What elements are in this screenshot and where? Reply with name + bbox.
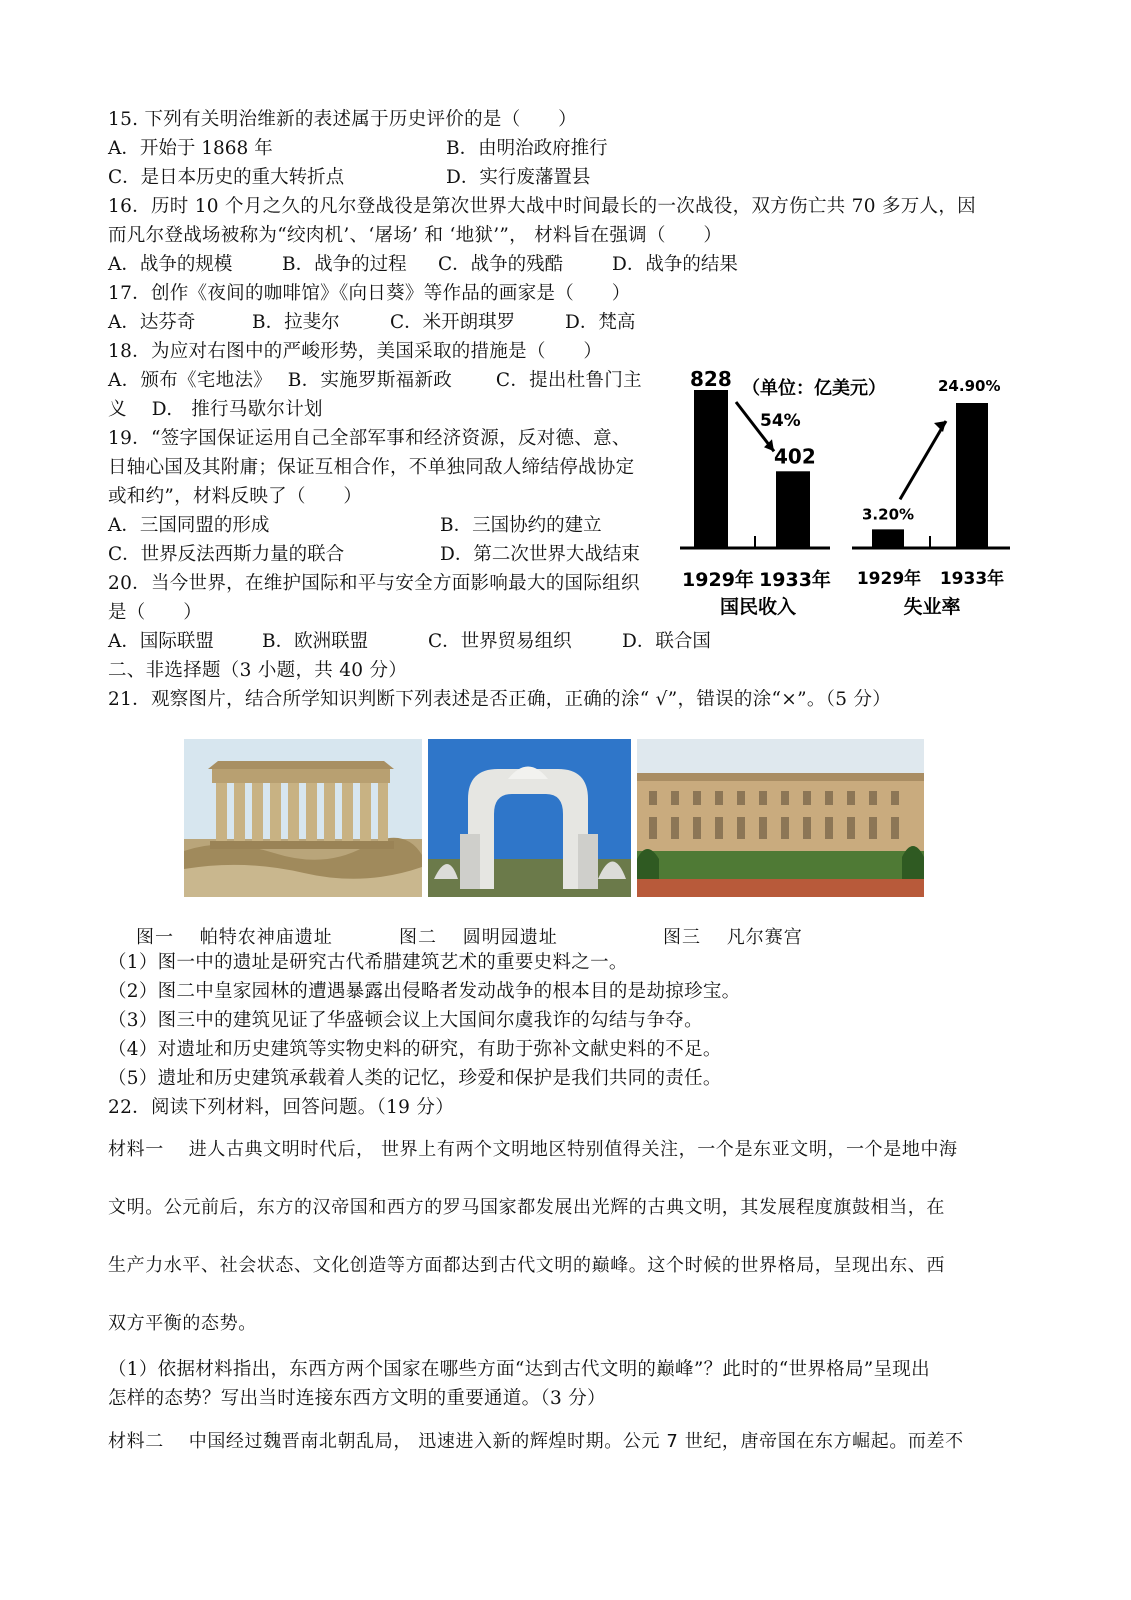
- q17-option-b: B．拉斐尔: [252, 312, 340, 333]
- q16-option-d: D．战争的结果: [612, 254, 738, 275]
- q18-stem: 18．为应对右图中的严峻形势，美国采取的措施是（ ）: [108, 341, 603, 362]
- q21-stem: 21．观察图片，结合所学知识判断下列表述是否正确，正确的涂“ √”，错误的涂“×”。（5 分）: [108, 689, 892, 710]
- q21-statement-1: （1）图一中的遗址是研究古代希腊建筑艺术的重要史料之一。: [108, 952, 628, 973]
- q20-option-b: B．欧洲联盟: [262, 631, 369, 652]
- chart-unit-label: （单位：亿美元）: [742, 378, 886, 399]
- q19-stem-line2: 日轴心国及其附庸；保证互相合作，不单独同敌人缔结停战协定: [108, 457, 635, 478]
- q19-stem-line3: 或和约”，材料反映了（ ）: [108, 486, 363, 507]
- parthenon-photo: [184, 739, 422, 897]
- q22-material1-line2: 文明。公元前后，东方的汉帝国和西方的罗马国家都发展出光辉的古典文明，其发展程度旗鼓相当，在: [108, 1197, 945, 1218]
- q20-option-d: D．联合国: [622, 631, 711, 652]
- q16-stem-line2: 而凡尔登战场被称为“绞肉机’、‘屠场’ 和 ‘地狱’”， 材料旨在强调（ ）: [108, 225, 723, 246]
- q16-option-c: C．战争的残酷: [438, 254, 564, 275]
- q22-material1-line4: 双方平衡的态势。: [108, 1313, 257, 1334]
- chart-value-label: 24.90%: [938, 377, 1001, 395]
- chart-panel-label-income: 国民收入: [719, 596, 797, 618]
- chart-trend-arrow: [900, 421, 946, 499]
- chart-value-label: 402: [774, 444, 816, 469]
- q20-stem-line1: 20．当今世界，在维护国际和平与安全方面影响最大的国际组织: [108, 573, 640, 594]
- q22-material1-line1: 材料一 进人古典文明时代后， 世界上有两个文明地区特别值得关注，一个是东亚文明，一个是地中海: [108, 1139, 958, 1160]
- chart-category-label: 1929年: [856, 569, 922, 589]
- chart-panel-label-unemployment: 失业率: [903, 596, 961, 618]
- q21-statement-3: （3）图三中的建筑见证了华盛顿会议上大国间尔虞我诈的勾结与争夺。: [108, 1010, 703, 1031]
- section-heading: 二、非选择题（3 小题，共 40 分）: [108, 660, 408, 681]
- chart-category-label: 1933年: [939, 569, 1005, 589]
- chart-bar: [694, 390, 728, 548]
- q22-sub1-line1: （1）依据材料指出，东西方两个国家在哪些方面“达到古代文明的巅峰”？此时的“世界格局”呈现出: [108, 1359, 930, 1380]
- chart-category-label: 1929年: [682, 569, 754, 591]
- economy-chart: [680, 368, 1035, 648]
- q20-option-c: C．世界贸易组织: [428, 631, 572, 652]
- chart-category-label: 1933年: [759, 569, 831, 591]
- chart-change-label: 54%: [760, 411, 801, 431]
- q15-option-d: D．实行废藩置县: [446, 167, 591, 188]
- q15-option-b: B．由明治政府推行: [446, 138, 608, 159]
- q16-stem-line1: 16．历时 10 个月之久的凡尔登战役是第次世界大战中时间最长的一次战役，双方伤亡共 70 多万人，因: [108, 196, 976, 217]
- q15-option-c: C．是日本历史的重大转折点: [108, 167, 345, 188]
- versailles-photo: [637, 739, 924, 897]
- photo-caption-1: 图一 帕特农神庙遗址: [136, 927, 333, 948]
- q16-option-a: A．战争的规模: [108, 254, 233, 275]
- yuanmingyuan-photo: [428, 739, 631, 897]
- q22-stem: 22．阅读下列材料，回答问题。（19 分）: [108, 1097, 455, 1118]
- photo-caption-3: 图三 凡尔赛宫: [663, 927, 803, 948]
- q21-statement-2: （2）图二中皇家园林的遭遇暴露出侵略者发动战争的根本目的是劫掠珍宝。: [108, 981, 741, 1002]
- q19-option-b: B．三国协约的建立: [440, 515, 602, 536]
- q18-options-line2: 义 D. 推行马歇尔计划: [108, 399, 323, 420]
- q22-material2-line1: 材料二 中国经过魏晋南北朝乱局， 迅速进入新的辉煌时期。公元 7 世纪，唐帝国在东方崛起。而差不: [108, 1431, 964, 1452]
- q15-option-a: A．开始于 1868 年: [108, 138, 273, 159]
- q19-option-d: D．第二次世界大战结束: [440, 544, 640, 565]
- q21-statement-5: （5）遗址和历史建筑承载着人类的记忆，珍爱和保护是我们共同的责任。: [108, 1068, 722, 1089]
- q16-option-b: B．战争的过程: [282, 254, 407, 275]
- q17-option-a: A．达芬奇: [108, 312, 196, 333]
- q19-stem-line1: 19．“签字国保证运用自己全部军事和经济资源，反对德、意、: [108, 428, 631, 449]
- chart-bar: [776, 471, 810, 548]
- q22-material1-line3: 生产力水平、社会状态、文化创造等方面都达到古代文明的巅峰。这个时候的世界格局，呈现出东、西: [108, 1255, 945, 1276]
- q20-option-a: A．国际联盟: [108, 631, 214, 652]
- q17-option-c: C．米开朗琪罗: [390, 312, 516, 333]
- q17-stem: 17．创作《夜间的咖啡馆》《向日葵》等作品的画家是（ ）: [108, 283, 631, 304]
- q22-sub1-line2: 怎样的态势？写出当时连接东西方文明的重要通道。（3 分）: [108, 1388, 606, 1409]
- q18-options-line1: A．颁布《宅地法》 B．实施罗斯福新政 C．提出杜鲁门主: [108, 370, 642, 391]
- q15-stem: 15. 下列有关明治维新的表述属于历史评价的是（ ）: [108, 109, 577, 130]
- q21-statement-4: （4）对遗址和历史建筑等实物史料的研究，有助于弥补文献史料的不足。: [108, 1039, 722, 1060]
- chart-canvas: [680, 368, 1035, 648]
- q19-option-c: C．世界反法西斯力量的联合: [108, 544, 345, 565]
- chart-bar: [872, 529, 904, 548]
- chart-value-label: 3.20%: [862, 505, 915, 524]
- chart-bar: [956, 403, 988, 548]
- photo-caption-2: 图二 圆明园遗址: [399, 927, 558, 948]
- q20-stem-line2: 是（ ）: [108, 602, 203, 623]
- q17-option-d: D．梵高: [565, 312, 636, 333]
- chart-value-label: 828: [690, 368, 732, 391]
- q19-option-a: A．三国同盟的形成: [108, 515, 270, 536]
